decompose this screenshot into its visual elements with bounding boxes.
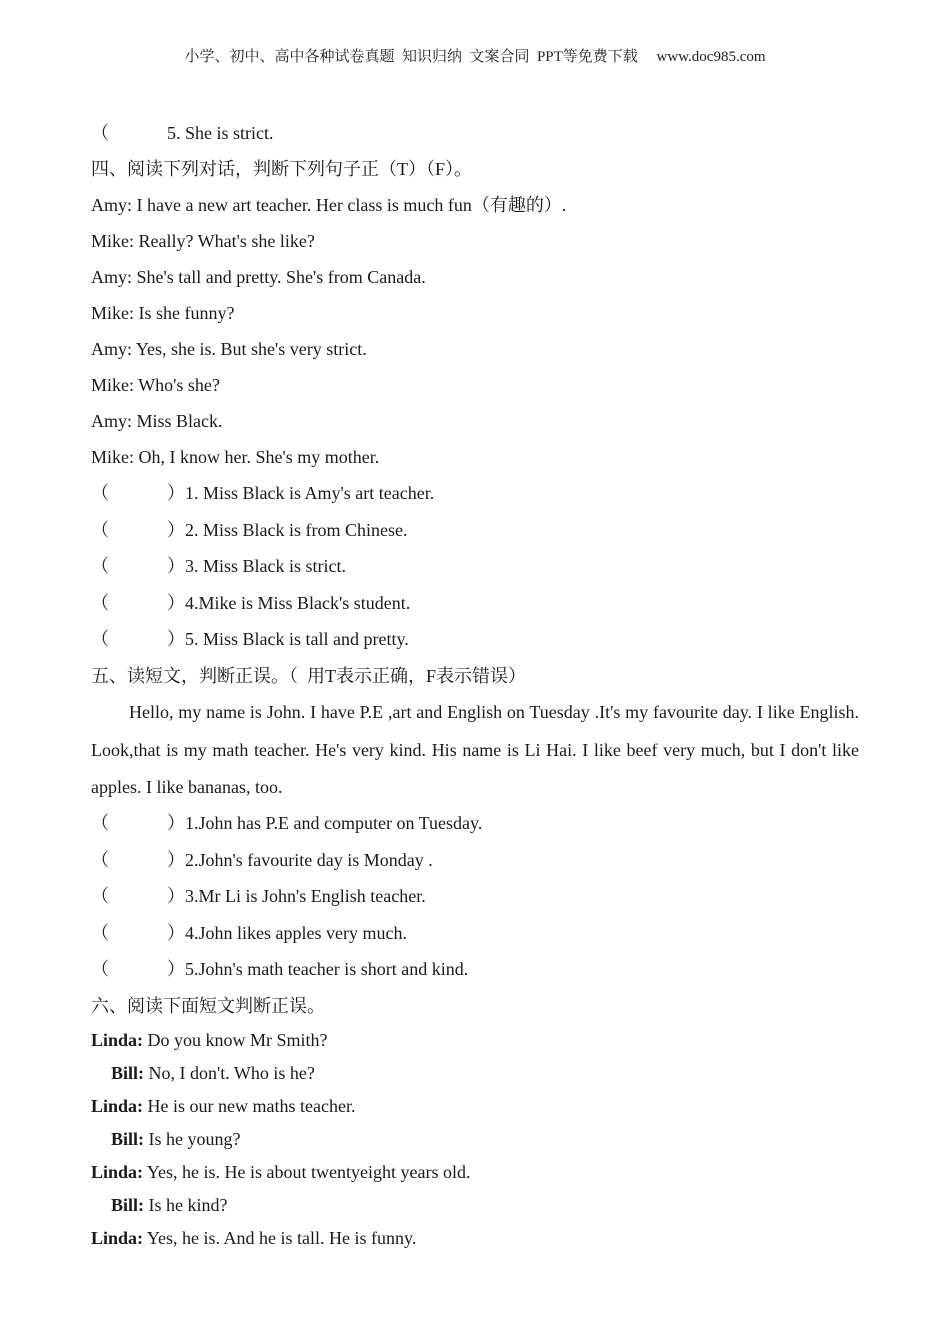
section-title: 六、阅读下面短文判断正误。 <box>91 996 325 1016</box>
dialog-line: Mike: Who's she? <box>91 375 220 395</box>
question-item: （ ）1. Miss Black is Amy's art teacher. <box>91 483 435 503</box>
question-item: （ ）5. Miss Black is tall and pretty. <box>91 629 409 649</box>
question-item: （ ）5.John's math teacher is short and kind. <box>91 959 469 979</box>
question-item: （ ）4.John likes apples very much. <box>91 923 407 943</box>
dialog-line: Mike: Oh, I know her. She's my mother. <box>91 447 380 467</box>
section-title: 五、读短文，判断正误。（ 用T表示正确，F表示错误） <box>91 666 527 686</box>
dialog-line: Amy: I have a new art teacher. Her class is much fun（有趣的）. <box>91 195 567 215</box>
dialog-line: Amy: She's tall and pretty. She's from Canada. <box>91 267 426 287</box>
passage: Hello, my name is John. I have P.E ,art and English on Tuesday .It's my favourite day. I like English. Look,that is my math teacher. He's very kind. His name is Li Hai. I like beef very much, but I don't like apples. I like bananas, too. <box>91 702 859 797</box>
question-item: （ ）1.John has P.E and computer on Tuesday. <box>91 813 483 833</box>
dialog-line: Bill: Is he young? <box>111 1129 241 1149</box>
dialog-line: Linda: Do you know Mr Smith? <box>91 1030 328 1050</box>
dialog-line: Linda: Yes, he is. And he is tall. He is funny. <box>91 1228 417 1248</box>
dialog-line: Linda: Yes, he is. He is about twentyeight years old. <box>91 1162 471 1182</box>
question-item: （ 5. She is strict. <box>91 123 274 143</box>
dialog-line: Mike: Is she funny? <box>91 303 235 323</box>
page-header: 小学、初中、高中各种试卷真题 知识归纳 文案合同 PPT等免费下载 www.doc985.com <box>184 49 766 65</box>
dialog-line: Amy: Miss Black. <box>91 411 223 431</box>
section-title: 四、阅读下列对话，判断下列句子正（T）（F）。 <box>91 159 473 179</box>
dialog-line: Linda: He is our new maths teacher. <box>91 1096 356 1116</box>
dialog-line: Mike: Really? What's she like? <box>91 231 315 251</box>
dialog-line: Bill: No, I don't. Who is he? <box>111 1063 315 1083</box>
dialog-line: Bill: Is he kind? <box>111 1195 228 1215</box>
question-item: （ ）2.John's favourite day is Monday . <box>91 850 433 870</box>
dialog-line: Amy: Yes, she is. But she's very strict. <box>91 339 367 359</box>
question-item: （ ）3. Miss Black is strict. <box>91 556 346 576</box>
question-item: （ ）2. Miss Black is from Chinese. <box>91 520 408 540</box>
question-item: （ ）3.Mr Li is John's English teacher. <box>91 886 426 906</box>
question-item: （ ）4.Mike is Miss Black's student. <box>91 593 411 613</box>
